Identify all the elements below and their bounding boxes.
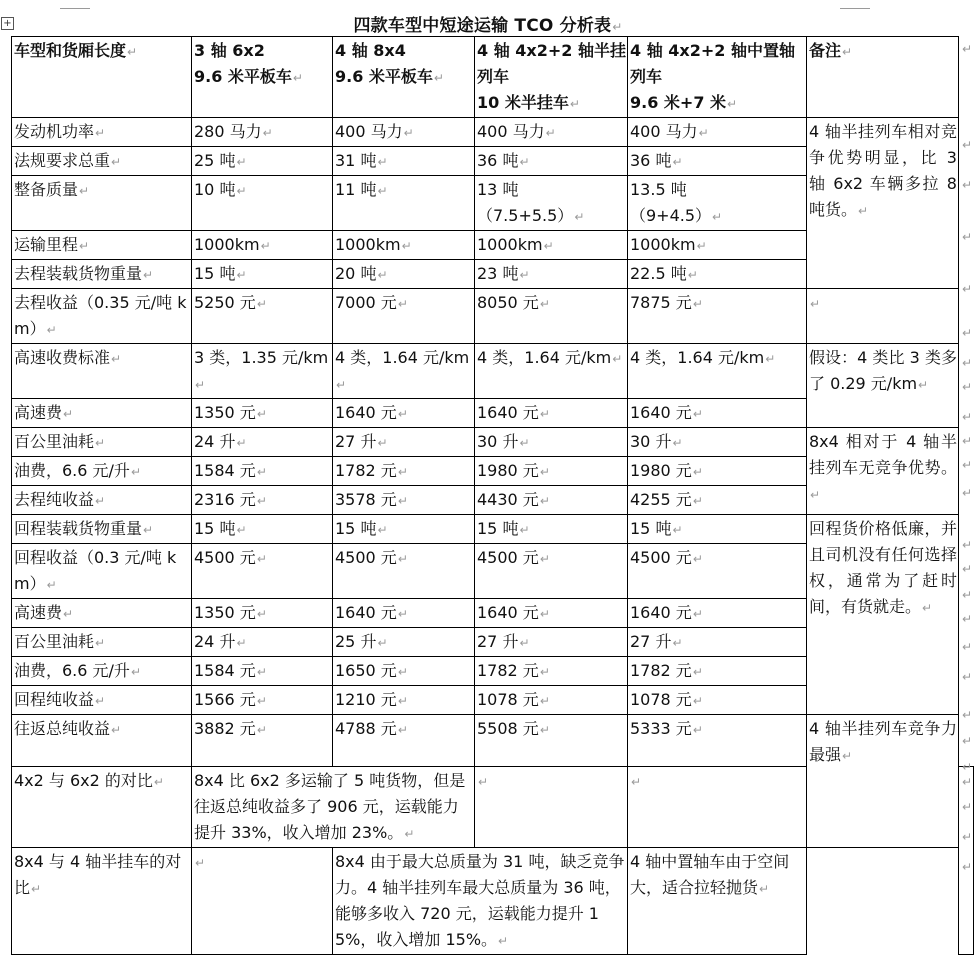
value-cell: 31 吨↵ (333, 147, 475, 176)
row-end-mark-icon: ↵ (962, 178, 973, 192)
paragraph-mark-icon: ↵ (377, 268, 388, 282)
value-cell: 4430 元↵ (475, 486, 628, 515)
paragraph-mark-icon: ↵ (539, 607, 550, 621)
paragraph-mark-icon: ↵ (377, 155, 388, 169)
table-body (12, 37, 974, 955)
row-label-cell: 去程收益（0.35 元/吨 km）↵ (12, 289, 192, 344)
row-label-cell: 油费，6.6 元/升↵ (12, 657, 192, 686)
paragraph-mark-icon: ↵ (377, 636, 388, 650)
paragraph-mark-icon: ↵ (401, 239, 412, 253)
paragraph-mark-icon: ↵ (692, 494, 703, 508)
paragraph-mark-icon: ↵ (692, 607, 703, 621)
row-end-mark-icon: ↵ (962, 434, 973, 448)
value-cell: 27 升↵ (628, 628, 807, 657)
tco-table (11, 36, 974, 955)
paragraph-mark-icon: ↵ (292, 71, 303, 85)
paragraph-mark-icon: ↵ (397, 407, 408, 421)
paragraph-mark-icon: ↵ (539, 297, 550, 311)
paragraph-mark-icon: ↵ (404, 827, 415, 841)
paragraph-mark-icon: ↵ (130, 665, 141, 679)
row-label-cell: 高速费↵ (12, 399, 192, 428)
value-cell: 1566 元↵ (192, 686, 333, 715)
comparison-text-cell: 8x4 比 6x2 多运输了 5 吨货物，但是往返总纯收益多了 906 元，运载能力提升 33%，收入增加 23%。↵ (192, 767, 475, 848)
paragraph-mark-icon: ↵ (143, 268, 154, 282)
value-cell: 11 吨↵ (333, 176, 475, 231)
paragraph-mark-icon: ↵ (692, 297, 703, 311)
paragraph-mark-icon: ↵ (498, 934, 509, 948)
value-cell: 1980 元↵ (628, 457, 807, 486)
paragraph-mark-icon: ↵ (256, 694, 267, 708)
value-cell: 280 马力↵ (192, 118, 333, 147)
paragraph-mark-icon: ↵ (765, 352, 776, 366)
value-cell: 4788 元↵ (333, 715, 475, 767)
paragraph-mark-icon: ↵ (519, 268, 530, 282)
value-cell: 4 类，1.64 元/km↵ (475, 344, 628, 399)
value-cell: 1584 元↵ (192, 457, 333, 486)
row-label-cell: 油费，6.6 元/升↵ (12, 457, 192, 486)
paragraph-mark-icon: ↵ (810, 297, 821, 311)
row-end-mark-icon: ↵ (962, 42, 973, 56)
value-cell: 20 吨↵ (333, 260, 475, 289)
paragraph-mark-icon: ↵ (842, 45, 853, 59)
value-cell: 1782 元↵ (475, 657, 628, 686)
paragraph-mark-icon: ↵ (539, 665, 550, 679)
paragraph-mark-icon: ↵ (687, 268, 698, 282)
paragraph-mark-icon: ↵ (95, 694, 106, 708)
value-cell: 1350 元↵ (192, 599, 333, 628)
row-end-mark-icon: ↵ (962, 356, 973, 370)
value-cell: 1000km↵ (475, 231, 628, 260)
note-cell (807, 289, 959, 344)
value-cell: 1000km↵ (628, 231, 807, 260)
value-cell: 3578 元↵ (333, 486, 475, 515)
paragraph-mark-icon: ↵ (46, 578, 57, 592)
value-cell: 8050 元↵ (475, 289, 628, 344)
value-cell: 1078 元↵ (628, 686, 807, 715)
comparison-text-cell: 8x4 由于最大总质量为 31 吨，缺乏竞争力。4 轴半挂列车最大总质量为 36 吨，能够多收入 720 元，运载能力提升 15%，收入增加 15%。↵ (333, 848, 628, 955)
paragraph-mark-icon: ↵ (612, 20, 623, 34)
value-cell: 36 吨↵ (475, 147, 628, 176)
value-cell: 1782 元↵ (628, 657, 807, 686)
note-cell: 假设：4 类比 3 类多了 0.29 元/km↵ (807, 344, 959, 428)
table-move-handle-icon[interactable]: + (1, 17, 14, 30)
paragraph-mark-icon: ↵ (672, 436, 683, 450)
value-cell: 5508 元↵ (475, 715, 628, 767)
row-label-cell: 高速费↵ (12, 599, 192, 628)
comparison-text-cell: 4 轴中置轴车由于空间大，适合拉轻抛货↵ (628, 848, 807, 955)
paragraph-mark-icon: ↵ (692, 407, 703, 421)
row-end-mark-icon: ↵ (962, 708, 973, 722)
table-row (12, 118, 974, 147)
value-cell: 1980 元↵ (475, 457, 628, 486)
note-cell: 8x4 相对于 4 轴半挂列车无竞争优势。↵ (807, 428, 959, 515)
paragraph-mark-icon: ↵ (692, 552, 703, 566)
paragraph-mark-icon: ↵ (519, 155, 530, 169)
paragraph-mark-icon: ↵ (759, 882, 770, 896)
value-cell: 1640 元↵ (333, 399, 475, 428)
paragraph-mark-icon: ↵ (236, 184, 247, 198)
row-end-mark-icon: ↵ (962, 800, 973, 814)
row-end-mark-icon: ↵ (962, 734, 973, 748)
paragraph-mark-icon: ↵ (712, 210, 723, 224)
page-corner-mark-left (60, 0, 90, 9)
paragraph-mark-icon: ↵ (433, 71, 444, 85)
row-end-mark-icon: ↵ (962, 326, 973, 340)
value-cell: 1210 元↵ (333, 686, 475, 715)
paragraph-mark-icon: ↵ (153, 775, 164, 789)
paragraph-mark-icon: ↵ (127, 45, 138, 59)
paragraph-mark-icon: ↵ (95, 636, 106, 650)
header-cell: 车型和货厢长度↵ (12, 37, 192, 118)
paragraph-mark-icon: ↵ (377, 184, 388, 198)
paragraph-mark-icon: ↵ (727, 97, 738, 111)
comparison-label-cell: 4x2 与 6x2 的对比↵ (12, 767, 192, 848)
value-cell: 1640 元↵ (628, 399, 807, 428)
paragraph-mark-icon: ↵ (256, 607, 267, 621)
value-cell: 1650 元↵ (333, 657, 475, 686)
paragraph-mark-icon: ↵ (46, 323, 57, 337)
paragraph-mark-icon: ↵ (403, 126, 414, 140)
value-cell: 30 升↵ (475, 428, 628, 457)
paragraph-mark-icon: ↵ (111, 155, 122, 169)
row-label-cell: 回程装载货物重量↵ (12, 515, 192, 544)
paragraph-mark-icon: ↵ (236, 436, 247, 450)
paragraph-mark-icon: ↵ (539, 465, 550, 479)
row-end-mark-icon: ↵ (962, 458, 973, 472)
paragraph-mark-icon: ↵ (256, 665, 267, 679)
value-cell: 4500 元↵ (475, 544, 628, 599)
empty-cell (628, 767, 807, 848)
paragraph-mark-icon: ↵ (539, 723, 550, 737)
empty-cell (475, 767, 628, 848)
table-row (12, 428, 974, 457)
paragraph-mark-icon: ↵ (698, 126, 709, 140)
row-end-mark-icon: ↵ (962, 230, 973, 244)
comparison-row (12, 848, 974, 955)
value-cell: 1584 元↵ (192, 657, 333, 686)
value-cell: 3882 元↵ (192, 715, 333, 767)
paragraph-mark-icon: ↵ (256, 407, 267, 421)
paragraph-mark-icon: ↵ (143, 523, 154, 537)
row-label-cell: 整备质量↵ (12, 176, 192, 231)
value-cell: 400 马力↵ (628, 118, 807, 147)
note-cell: 4 轴半挂列车竞争力最强↵ (807, 715, 959, 848)
row-label-cell: 运输里程↵ (12, 231, 192, 260)
header-cell: 备注↵ (807, 37, 959, 118)
value-cell: 4500 元↵ (192, 544, 333, 599)
row-end-mark-icon: ↵ (962, 486, 973, 500)
row-end-mark-icon: ↵ (962, 282, 973, 296)
header-cell: 4 轴 4x2+2 轴半挂列车 10 米半挂车↵ (475, 37, 628, 118)
paragraph-mark-icon: ↵ (95, 436, 106, 450)
paragraph-mark-icon: ↵ (519, 436, 530, 450)
comparison-label-cell: 8x4 与 4 轴半挂车的对比↵ (12, 848, 192, 955)
paragraph-mark-icon: ↵ (539, 494, 550, 508)
paragraph-mark-icon: ↵ (377, 523, 388, 537)
row-label-cell: 百公里油耗↵ (12, 428, 192, 457)
paragraph-mark-icon: ↵ (79, 184, 90, 198)
paragraph-mark-icon: ↵ (858, 204, 869, 218)
value-cell: 5333 元↵ (628, 715, 807, 767)
paragraph-mark-icon: ↵ (397, 694, 408, 708)
value-cell: 400 马力↵ (475, 118, 628, 147)
paragraph-mark-icon: ↵ (397, 494, 408, 508)
value-cell: 4500 元↵ (628, 544, 807, 599)
paragraph-mark-icon: ↵ (569, 97, 580, 111)
value-cell: 15 吨↵ (192, 515, 333, 544)
empty-cell (192, 848, 333, 955)
value-cell: 7000 元↵ (333, 289, 475, 344)
table-row (12, 715, 974, 767)
value-cell: 400 马力↵ (333, 118, 475, 147)
value-cell: 5250 元↵ (192, 289, 333, 344)
value-cell: 22.5 吨↵ (628, 260, 807, 289)
paragraph-mark-icon: ↵ (539, 407, 550, 421)
row-end-mark-icon: ↵ (962, 380, 973, 394)
paragraph-mark-icon: ↵ (31, 882, 42, 896)
row-label-cell: 回程收益（0.3 元/吨 km）↵ (12, 544, 192, 599)
value-cell: 1640 元↵ (475, 599, 628, 628)
paragraph-mark-icon: ↵ (672, 523, 683, 537)
value-cell: 24 升↵ (192, 628, 333, 657)
paragraph-mark-icon: ↵ (260, 239, 271, 253)
paragraph-mark-icon: ↵ (810, 488, 821, 502)
title-text: 四款车型中短途运输 TCO 分析表 (353, 16, 612, 36)
paragraph-mark-icon: ↵ (195, 378, 206, 392)
paragraph-mark-icon: ↵ (612, 352, 623, 366)
note-cell: 回程货价格低廉，并且司机没有任何选择权，通常为了赶时间，有货就走。↵ (807, 515, 959, 715)
paragraph-mark-icon: ↵ (95, 126, 106, 140)
value-cell: 13.5 吨 （9+4.5）↵ (628, 176, 807, 231)
paragraph-mark-icon: ↵ (63, 607, 74, 621)
value-cell: 15 吨↵ (333, 515, 475, 544)
paragraph-mark-icon: ↵ (692, 465, 703, 479)
paragraph-mark-icon: ↵ (397, 297, 408, 311)
header-row (12, 37, 974, 118)
paragraph-mark-icon: ↵ (543, 239, 554, 253)
value-cell: 4500 元↵ (333, 544, 475, 599)
paragraph-mark-icon: ↵ (696, 239, 707, 253)
row-end-mark-icon: ↵ (962, 538, 973, 552)
value-cell: 25 吨↵ (192, 147, 333, 176)
paragraph-mark-icon: ↵ (256, 552, 267, 566)
paragraph-mark-icon: ↵ (545, 126, 556, 140)
value-cell: 36 吨↵ (628, 147, 807, 176)
paragraph-mark-icon: ↵ (478, 775, 489, 789)
paragraph-mark-icon: ↵ (692, 665, 703, 679)
value-cell: 4255 元↵ (628, 486, 807, 515)
value-cell: 24 升↵ (192, 428, 333, 457)
header-cell: 4 轴 8x4 9.6 米平板车↵ (333, 37, 475, 118)
paragraph-mark-icon: ↵ (672, 155, 683, 169)
value-cell: 1640 元↵ (475, 399, 628, 428)
value-cell: 1078 元↵ (475, 686, 628, 715)
value-cell: 25 升↵ (333, 628, 475, 657)
paragraph-mark-icon: ↵ (962, 775, 973, 789)
paragraph-mark-icon: ↵ (336, 378, 347, 392)
value-cell: 1640 元↵ (628, 599, 807, 628)
table-row (12, 289, 974, 344)
paragraph-mark-icon: ↵ (672, 636, 683, 650)
value-cell: 4 类，1.64 元/km↵ (628, 344, 807, 399)
paragraph-mark-icon: ↵ (918, 378, 929, 392)
value-cell: 10 吨↵ (192, 176, 333, 231)
paragraph-mark-icon: ↵ (842, 749, 853, 763)
document-title (0, 11, 976, 36)
paragraph-mark-icon: ↵ (111, 723, 122, 737)
row-end-mark-icon: ↵ (962, 612, 973, 626)
paragraph-mark-icon: ↵ (63, 407, 74, 421)
table-row (12, 515, 974, 544)
row-end-mark-icon: ↵ (962, 640, 973, 654)
paragraph-mark-icon: ↵ (519, 636, 530, 650)
paragraph-mark-icon: ↵ (236, 636, 247, 650)
paragraph-mark-icon: ↵ (79, 239, 90, 253)
row-end-mark-icon: ↵ (962, 760, 973, 774)
value-cell: 7875 元↵ (628, 289, 807, 344)
paragraph-mark-icon: ↵ (256, 494, 267, 508)
value-cell: 13 吨 （7.5+5.5）↵ (475, 176, 628, 231)
row-label-cell: 回程纯收益↵ (12, 686, 192, 715)
paragraph-mark-icon: ↵ (397, 552, 408, 566)
paragraph-mark-icon: ↵ (922, 601, 933, 615)
row-label-cell: 法规要求总重↵ (12, 147, 192, 176)
paragraph-mark-icon: ↵ (130, 465, 141, 479)
paragraph-mark-icon: ↵ (236, 523, 247, 537)
header-cell: 3 轴 6x2 9.6 米平板车↵ (192, 37, 333, 118)
row-label-cell: 百公里油耗↵ (12, 628, 192, 657)
row-label-cell: 发动机功率↵ (12, 118, 192, 147)
value-cell: 1782 元↵ (333, 457, 475, 486)
note-cell: 4 轴半挂列车相对竞争优势明显，比 3 轴 6x2 车辆多拉 8 吨货。↵ (807, 118, 959, 289)
value-cell: 27 升↵ (333, 428, 475, 457)
value-cell: 30 升↵ (628, 428, 807, 457)
paragraph-mark-icon: ↵ (574, 210, 585, 224)
row-end-mark-icon: ↵ (962, 562, 973, 576)
value-cell: 1000km↵ (333, 231, 475, 260)
value-cell: 2316 元↵ (192, 486, 333, 515)
paragraph-mark-icon: ↵ (397, 723, 408, 737)
paragraph-mark-icon: ↵ (397, 465, 408, 479)
row-end-mark-icon: ↵ (962, 670, 973, 684)
paragraph-mark-icon: ↵ (519, 523, 530, 537)
paragraph-mark-icon: ↵ (256, 723, 267, 737)
value-cell: 1640 元↵ (333, 599, 475, 628)
paragraph-mark-icon: ↵ (262, 126, 273, 140)
row-label-cell: 去程纯收益↵ (12, 486, 192, 515)
paragraph-mark-icon: ↵ (256, 465, 267, 479)
paragraph-mark-icon: ↵ (236, 155, 247, 169)
paragraph-mark-icon: ↵ (692, 723, 703, 737)
row-label-cell: 去程装载货物重量↵ (12, 260, 192, 289)
value-cell: 15 吨↵ (475, 515, 628, 544)
paragraph-mark-icon: ↵ (539, 694, 550, 708)
paragraph-mark-icon: ↵ (631, 775, 642, 789)
value-cell: 15 吨↵ (192, 260, 333, 289)
paragraph-mark-icon: ↵ (195, 856, 206, 870)
row-end-mark-icon: ↵ (962, 138, 973, 152)
paragraph-mark-icon: ↵ (111, 352, 122, 366)
paragraph-mark-icon: ↵ (539, 552, 550, 566)
value-cell: 15 吨↵ (628, 515, 807, 544)
row-end-mark-icon: ↵ (962, 830, 973, 844)
paragraph-mark-icon: ↵ (377, 436, 388, 450)
row-label-cell: 往返总纯收益↵ (12, 715, 192, 767)
row-end-mark-icon: ↵ (962, 588, 973, 602)
page-corner-mark-right (840, 0, 870, 9)
value-cell: 1350 元↵ (192, 399, 333, 428)
row-end-mark-icon: ↵ (962, 410, 973, 424)
table-row (12, 344, 974, 399)
paragraph-mark-icon: ↵ (397, 607, 408, 621)
paragraph-mark-icon: ↵ (256, 297, 267, 311)
value-cell: 3 类，1.35 元/km↵ (192, 344, 333, 399)
value-cell: 1000km↵ (192, 231, 333, 260)
value-cell: 27 升↵ (475, 628, 628, 657)
value-cell: 4 类，1.64 元/km↵ (333, 344, 475, 399)
paragraph-mark-icon: ↵ (95, 494, 106, 508)
paragraph-mark-icon: ↵ (236, 268, 247, 282)
row-end-mark-icon: ↵ (962, 860, 973, 874)
row-label-cell: 高速收费标准↵ (12, 344, 192, 399)
paragraph-mark-icon: ↵ (397, 665, 408, 679)
paragraph-mark-icon: ↵ (692, 694, 703, 708)
value-cell: 23 吨↵ (475, 260, 628, 289)
header-cell: 4 轴 4x2+2 轴中置轴列车 9.6 米+7 米↵ (628, 37, 807, 118)
